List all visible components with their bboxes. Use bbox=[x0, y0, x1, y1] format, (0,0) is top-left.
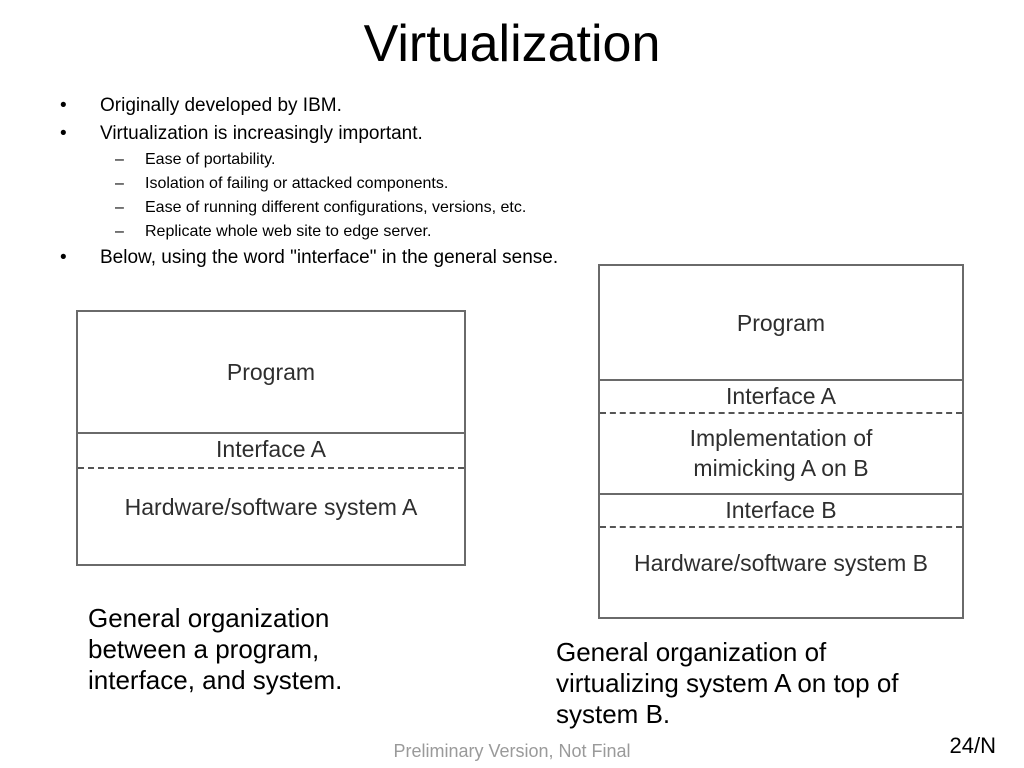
diagram-layer-implementation bbox=[600, 414, 962, 492]
diagram-layer-system-a: Hardware/software system A bbox=[124, 493, 418, 520]
bullet-list bbox=[56, 94, 696, 274]
caption-right: General organization of virtualizing system A on top of system B. bbox=[556, 637, 899, 729]
bullet-marker: • bbox=[60, 123, 67, 144]
diagram-direct-system bbox=[76, 310, 466, 566]
bullet-text: Originally developed by IBM. bbox=[100, 95, 342, 116]
diagram-virtualized-system bbox=[598, 264, 964, 619]
diagram-layer-program: Program bbox=[736, 310, 826, 336]
bullet-marker: • bbox=[60, 95, 67, 116]
implementation-line-2: mimicking A on B bbox=[693, 455, 869, 481]
diagram-layer-interface-a: Interface A bbox=[216, 436, 326, 462]
sub-bullet-item bbox=[56, 198, 696, 218]
sub-bullet-item bbox=[56, 150, 696, 170]
sub-bullet-marker: – bbox=[115, 151, 124, 168]
sub-bullet-item bbox=[56, 174, 696, 194]
sub-bullet-marker: – bbox=[115, 199, 124, 216]
diagram-layer-interface-a: Interface A bbox=[726, 383, 836, 409]
sub-bullet-text: Ease of portability. bbox=[145, 151, 276, 168]
footer-text: Preliminary Version, Not Final bbox=[393, 741, 631, 761]
sub-bullet-text: Isolation of failing or attacked components. bbox=[145, 175, 449, 192]
bullet-item bbox=[56, 94, 696, 118]
diagram-layer-system-b: Hardware/software system B bbox=[634, 550, 928, 576]
diagram-layer-program: Program bbox=[226, 359, 316, 385]
bullet-marker: • bbox=[60, 247, 67, 268]
caption-left: General organization between a program, interface, and system. bbox=[88, 603, 343, 695]
sub-bullet-text: Replicate whole web site to edge server. bbox=[145, 223, 432, 240]
sub-bullet-text: Ease of running different configurations, versions, etc. bbox=[145, 199, 527, 216]
sub-bullet-marker: – bbox=[115, 175, 124, 192]
sub-bullet-item bbox=[56, 222, 696, 242]
page-number: 24/N bbox=[949, 733, 996, 758]
bullet-item bbox=[56, 122, 696, 146]
bullet-text: Virtualization is increasingly important. bbox=[100, 123, 423, 144]
bullet-text: Below, using the word "interface" in the general sense. bbox=[100, 247, 559, 268]
diagram-layer-interface-b: Interface B bbox=[725, 497, 837, 523]
slide-title: Virtualization bbox=[363, 15, 661, 73]
sub-bullet-marker: – bbox=[115, 223, 124, 240]
implementation-line-1: Implementation of bbox=[689, 425, 873, 451]
